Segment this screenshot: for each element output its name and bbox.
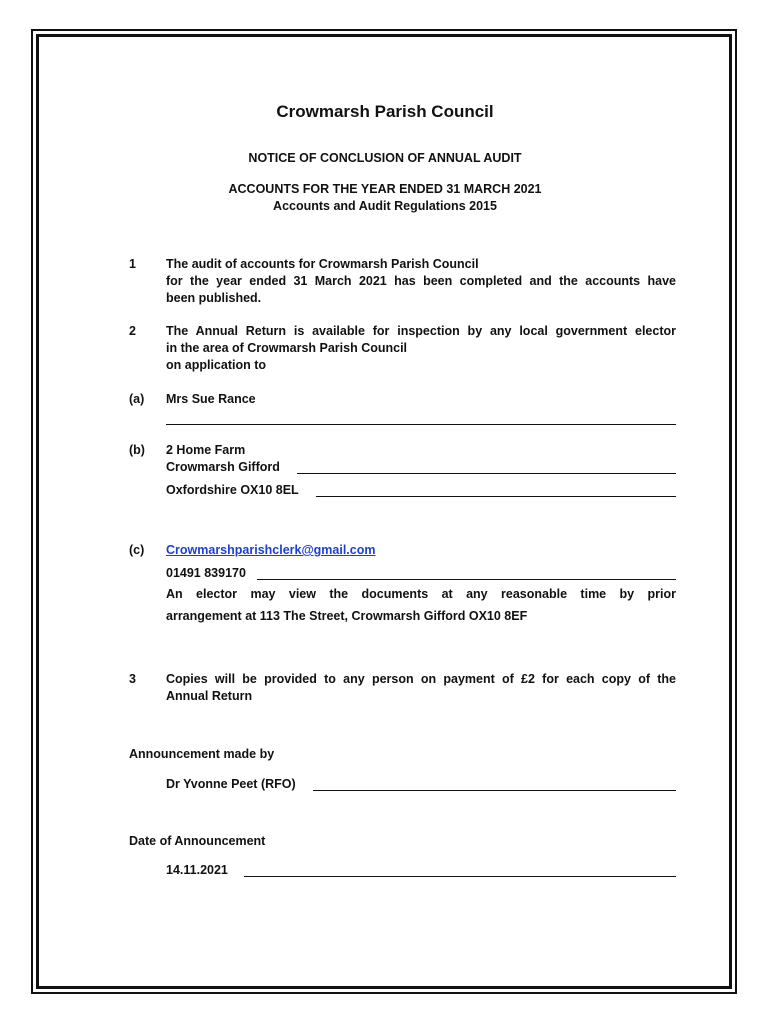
item-2-line-3: on application to <box>166 358 266 372</box>
inspection-line-1: An elector may view the documents at any reasonable time by prior <box>166 587 676 601</box>
council-title: Crowmarsh Parish Council <box>276 102 494 121</box>
notice-heading: NOTICE OF CONCLUSION OF ANNUAL AUDIT <box>248 151 522 165</box>
inspection-line-2: arrangement at 113 The Street, Crowmarsh Gifford OX10 8EF <box>166 609 528 623</box>
announcer-name: Dr Yvonne Peet (RFO) <box>166 777 296 791</box>
date-label: Date of Announcement <box>129 834 266 848</box>
accounts-heading: ACCOUNTS FOR THE YEAR ENDED 31 MARCH 2021 <box>228 182 542 196</box>
email-link[interactable]: Crowmarshparishclerk@gmail.com <box>166 543 376 557</box>
address-line-2: Crowmarsh Gifford <box>166 460 280 474</box>
item-3-line-1: Copies will be provided to any person on payment of £2 for each copy of the <box>166 672 676 686</box>
item-3-line-2: Annual Return <box>166 689 253 703</box>
announcer-rule <box>313 790 676 791</box>
phone-number: 01491 839170 <box>166 566 246 580</box>
item-2-line-1: The Annual Return is available for inspection by any local government elector <box>166 324 676 338</box>
clerk-name-rule <box>166 424 676 425</box>
address-line-3-rule <box>316 496 676 497</box>
item-c-label: (c) <box>129 543 145 557</box>
announcement-date: 14.11.2021 <box>166 863 228 877</box>
item-b-label: (b) <box>129 443 145 457</box>
item-2-number: 2 <box>129 324 136 338</box>
item-1-number: 1 <box>129 257 136 271</box>
item-1-line-3: been published. <box>166 291 262 305</box>
item-3-number: 3 <box>129 672 136 686</box>
regulations-heading: Accounts and Audit Regulations 2015 <box>273 199 497 213</box>
address-line-3: Oxfordshire OX10 8EL <box>166 483 299 497</box>
clerk-name: Mrs Sue Rance <box>166 392 256 406</box>
announcement-label: Announcement made by <box>129 747 275 761</box>
item-2-line-2: in the area of Crowmarsh Parish Council <box>166 341 408 355</box>
item-1-line-2: for the year ended 31 March 2021 has been completed and the accounts have <box>166 274 676 288</box>
address-line-2-rule <box>297 473 676 474</box>
address-line-1: 2 Home Farm <box>166 443 246 457</box>
date-rule <box>244 876 676 877</box>
item-1-line-1: The audit of accounts for Crowmarsh Parish Council <box>166 257 479 271</box>
item-a-label: (a) <box>129 392 145 406</box>
phone-rule <box>257 579 676 580</box>
